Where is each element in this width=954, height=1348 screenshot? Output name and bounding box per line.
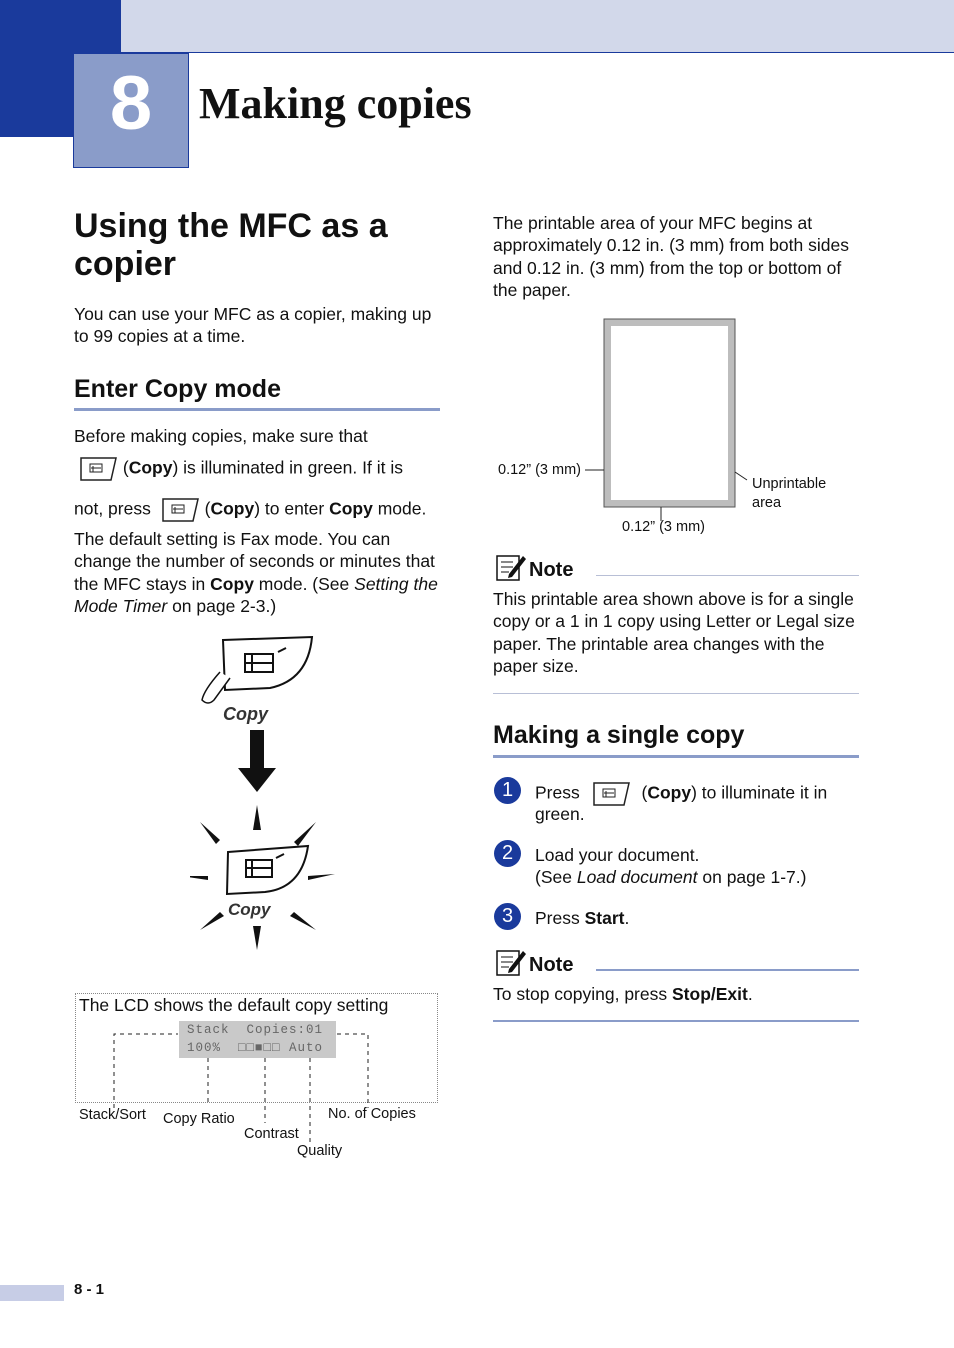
note-label: Note bbox=[529, 954, 574, 976]
heading-rule bbox=[74, 408, 440, 411]
note-end-rule bbox=[493, 1020, 859, 1022]
printable-area-text: The printable area of your MFC begins at approximately 0.12 in. (3 mm) from both sides and 0.12 in. (3 mm) from the top or bottom of the paper. bbox=[493, 213, 849, 300]
copy-label-bottom: Copy bbox=[228, 900, 271, 919]
note-pencil-icon bbox=[495, 947, 527, 977]
enter-text-line1: Before making copies, make sure that bbox=[74, 426, 368, 446]
copy-key-illustration bbox=[190, 630, 340, 955]
bottom-margin-label: 0.12” (3 mm) bbox=[622, 519, 705, 535]
step-1-badge: 1 bbox=[494, 777, 521, 804]
enter-copy-heading: Enter Copy mode bbox=[74, 375, 281, 403]
intro-paragraph: You can use your MFC as a copier, making up to 99 copies at a time. bbox=[74, 304, 432, 347]
section-heading: Using the MFC as a copier bbox=[74, 207, 388, 283]
enter-text-line3: not, press (Copy) to enter Copy mode. bbox=[74, 496, 426, 524]
lcd-callout-lines bbox=[100, 1028, 380, 1148]
step-1-text: Press (Copy) to illuminate it in bbox=[535, 780, 827, 808]
heading-rule bbox=[493, 755, 859, 758]
step-2-ref: (See Load document on page 1-7.) bbox=[535, 867, 807, 887]
enter-text-paragraph: The default setting is Fax mode. You can change the number of seconds or minutes that the MFC stays in Copy mode. (See Setting the Mode Timer on page 2-3.) bbox=[74, 529, 438, 616]
side-margin-label: 0.12” (3 mm) bbox=[498, 462, 581, 478]
label-copy-ratio: Copy Ratio bbox=[163, 1111, 235, 1127]
copy-label-top: Copy bbox=[223, 704, 268, 724]
copy-key-icon bbox=[78, 455, 118, 483]
step-1-text-cont: green. bbox=[535, 804, 585, 824]
header-band-light bbox=[121, 0, 954, 53]
unprintable-area-label: Unprintable area bbox=[752, 476, 827, 511]
note-label: Note bbox=[529, 559, 574, 581]
note-pencil-icon bbox=[495, 552, 527, 582]
step-3-text: Press Start. bbox=[535, 908, 630, 928]
chapter-number: 8 bbox=[109, 61, 153, 146]
note2-text: To stop copying, press Stop/Exit. bbox=[493, 984, 753, 1004]
copy-bold: Copy bbox=[128, 457, 173, 478]
label-contrast: Contrast bbox=[244, 1126, 299, 1142]
note-rule bbox=[596, 969, 859, 971]
step-3-badge: 3 bbox=[494, 903, 521, 930]
note1-text: This printable area shown above is for a single copy or a 1 in 1 copy using Letter or Legal size paper. The printable area changes with the paper size. bbox=[493, 589, 855, 676]
label-no-copies: No. of Copies bbox=[328, 1106, 416, 1122]
copy-key-icon bbox=[591, 780, 631, 808]
label-stack-sort: Stack/Sort bbox=[79, 1107, 146, 1123]
enter-text-line2: (Copy) is illuminated in green. If it is bbox=[78, 455, 403, 483]
footer-bar bbox=[0, 1285, 64, 1301]
note-rule bbox=[596, 575, 859, 576]
page-number: 8 - 1 bbox=[74, 1281, 105, 1298]
lcd-caption: The LCD shows the default copy setting bbox=[79, 995, 389, 1015]
chapter-title: Making copies bbox=[199, 79, 472, 128]
single-copy-heading: Making a single copy bbox=[493, 721, 745, 749]
lcd-line1: Stack Copies:01 bbox=[187, 1023, 324, 1037]
note-end-rule bbox=[493, 693, 859, 694]
step-2-badge: 2 bbox=[494, 840, 521, 867]
step-2-text: Load your document. bbox=[535, 845, 700, 865]
label-quality: Quality bbox=[297, 1143, 343, 1159]
copy-key-icon bbox=[160, 496, 200, 524]
lcd-line2: 100% □□■□□ Auto bbox=[187, 1041, 324, 1055]
